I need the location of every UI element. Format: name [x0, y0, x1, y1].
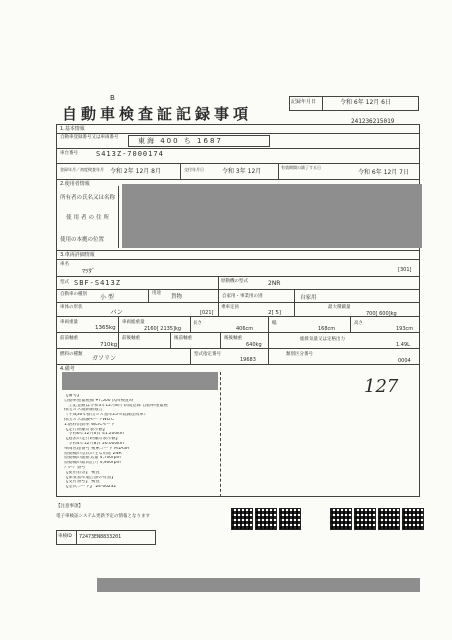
remark-line: 令和4年12月8日 26.000km	[64, 441, 124, 446]
capacity-label: 乗車定員	[221, 305, 239, 310]
remark-line: 排出ガス試験モードWLTC	[64, 417, 114, 422]
remark-line: （平成30年排出ガス基準25％低減達成車）	[64, 413, 148, 418]
displacement-label: 総排気量又は定格出力	[300, 337, 345, 342]
qr-code-7	[402, 508, 424, 530]
type-no-label: 型式指定番号	[194, 352, 221, 357]
issue-date-value: 令和 6年 12月 6日	[340, 99, 391, 106]
expiry-value: 令和 6年 12月 7日	[358, 169, 409, 176]
user-address-label: 使用者の住所	[66, 215, 112, 221]
notice-text: 電子車検証システム更新予定の情報となります	[56, 514, 151, 519]
width-value: 168cm	[318, 326, 336, 332]
remark-line: 【使用者等】 検査	[64, 470, 100, 475]
remark-line: 【走行距離計表示値】	[64, 427, 107, 432]
handwritten-number: 127	[364, 376, 399, 397]
kind-label: 自動車の種別	[60, 292, 87, 297]
section3-label: 3.車両詳細情報	[60, 252, 95, 258]
remark-line: 自動車重量税額 ¥7,500 次回検査時	[64, 398, 134, 403]
rear-axle2-label: 後後軸重	[224, 336, 242, 341]
remark-line: 【受付番号】 検査	[64, 480, 100, 485]
front-axle-label: 前前軸重	[60, 336, 78, 341]
section2-label: 2.使用者情報	[60, 181, 90, 187]
issue-date-label: 記録年月日	[291, 99, 317, 105]
qr-code-3	[279, 508, 301, 530]
capacity-value: 2[ 5]	[268, 310, 282, 316]
maker-label: 車名	[60, 262, 69, 267]
length-label: 長さ	[193, 321, 202, 326]
weight-label: 車両重量	[60, 320, 78, 325]
maker-code: [301]	[398, 267, 412, 273]
remark-line: 【保安基準適合証の有無】	[64, 475, 116, 480]
redacted-footer-bar	[97, 578, 420, 592]
remark-line: 令和6年12月6日 41.200km	[64, 432, 124, 437]
engine-value: 2NR	[268, 280, 281, 287]
remark-line: 1.燃料消費率 WLTCモード	[64, 422, 116, 427]
remark-line: 車両管理番号 検索コード M1A3A	[64, 446, 130, 451]
remark-line: 原動機の総排気量 4,700rpm	[64, 456, 121, 461]
width-label: 幅	[272, 321, 277, 326]
private-label: 自家用・事業用の別	[222, 294, 263, 299]
plate-label: 自動車登録番号又は車両番号	[60, 135, 119, 140]
owner-name-label: 所有者の氏名又は名称	[60, 195, 116, 201]
issue-label: 交付年月日	[184, 167, 204, 172]
notice-label: 【注意事項】	[56, 504, 83, 509]
body-label: 車体の形状	[60, 305, 83, 310]
remark-line: 原動機の最高出力 4,900rpm	[64, 461, 121, 466]
gross-value: 2160[ 2135]kg	[144, 326, 182, 332]
fuel-label: 燃料の種類	[60, 352, 83, 357]
vehicle-id-value: 72473EN8833201	[79, 534, 122, 540]
vin-value: S413Z-7000174	[96, 150, 164, 158]
remark-line: 【型式コード】 24-00232	[64, 485, 117, 490]
front-axle-value: 710kg	[100, 342, 118, 348]
use-label: 用途	[152, 291, 161, 296]
front-axle2-label: 前後軸重	[122, 336, 140, 341]
model-label: 型式	[60, 280, 69, 285]
rear-axle2-value: 640kg	[246, 342, 262, 348]
remark-line: 【過去の走行距離計表示値】	[64, 437, 120, 442]
gross-label: 車両総重量	[122, 320, 145, 325]
remark-line: 【備考】	[64, 394, 82, 398]
first-reg-label: 登録年月／初度検査年月	[60, 167, 104, 172]
redacted-remarks-top	[62, 372, 218, 390]
document-title: 自動車検査証記録事項	[62, 105, 253, 123]
displacement-value: 1.49L	[396, 342, 410, 348]
remark-line: ｸﾞﾙｰﾌﾟ番号	[64, 465, 86, 470]
remark-line: 排出ガス規制値適合	[64, 408, 103, 413]
qr-code-6	[378, 508, 400, 530]
class-no-value: 0004	[398, 358, 411, 364]
qr-code-4	[330, 508, 352, 530]
engine-label: 原動機の型式	[221, 279, 248, 284]
plate-value: 東海 400 ち 1687	[138, 137, 223, 145]
qr-code-1	[231, 508, 253, 530]
maker-value: ﾏﾂﾀﾞ	[82, 267, 95, 275]
vehicle-id-label: 車検ID	[58, 534, 72, 539]
body-value: バン	[110, 308, 123, 316]
use-value: 貨物	[171, 294, 183, 300]
kind-value: 小 型	[100, 294, 114, 301]
rear-axle-label: 後前軸重	[174, 336, 192, 341]
section4-label: 4.備考	[60, 366, 75, 372]
body-code: [021]	[200, 310, 214, 316]
first-reg-value: 令和 2年 12月 8月	[110, 168, 161, 175]
remarks-list	[64, 394, 220, 490]
height-label: 高さ	[354, 321, 363, 326]
vin-label: 車台番号	[60, 151, 78, 156]
max-load-value: 700[ 600]kg	[366, 311, 397, 317]
expiry-label: 有効期間の満了する日	[281, 165, 321, 170]
fuel-value: ガソリン	[92, 355, 117, 362]
issue-value: 令和 3年 12月	[222, 168, 262, 175]
redacted-owner-block	[122, 184, 422, 248]
qr-code-2	[255, 508, 277, 530]
qr-code-5	[354, 508, 376, 530]
section1-label: 1.基本情報	[60, 126, 85, 132]
document-number: 241236215019	[351, 118, 395, 125]
remark-line: 原動機の型式の主な用途 2NR	[64, 451, 122, 456]
private-value: 自家用	[300, 295, 317, 301]
model-value: SBF-S413Z	[74, 279, 121, 287]
header-mark: B	[110, 94, 115, 102]
length-value: 406cm	[236, 326, 254, 332]
base-location-label: 使用の本拠の位置	[60, 237, 105, 243]
class-no-label: 類別区分番号	[286, 352, 313, 357]
max-load-label: 最大積載量	[328, 305, 351, 310]
height-value: 193cm	[396, 326, 414, 332]
remark-line: 上記金額は令和3年12月8日 新規登録 自動車重量税	[64, 403, 168, 408]
type-no-value: 19683	[240, 357, 256, 363]
weight-value: 1365kg	[95, 325, 116, 331]
